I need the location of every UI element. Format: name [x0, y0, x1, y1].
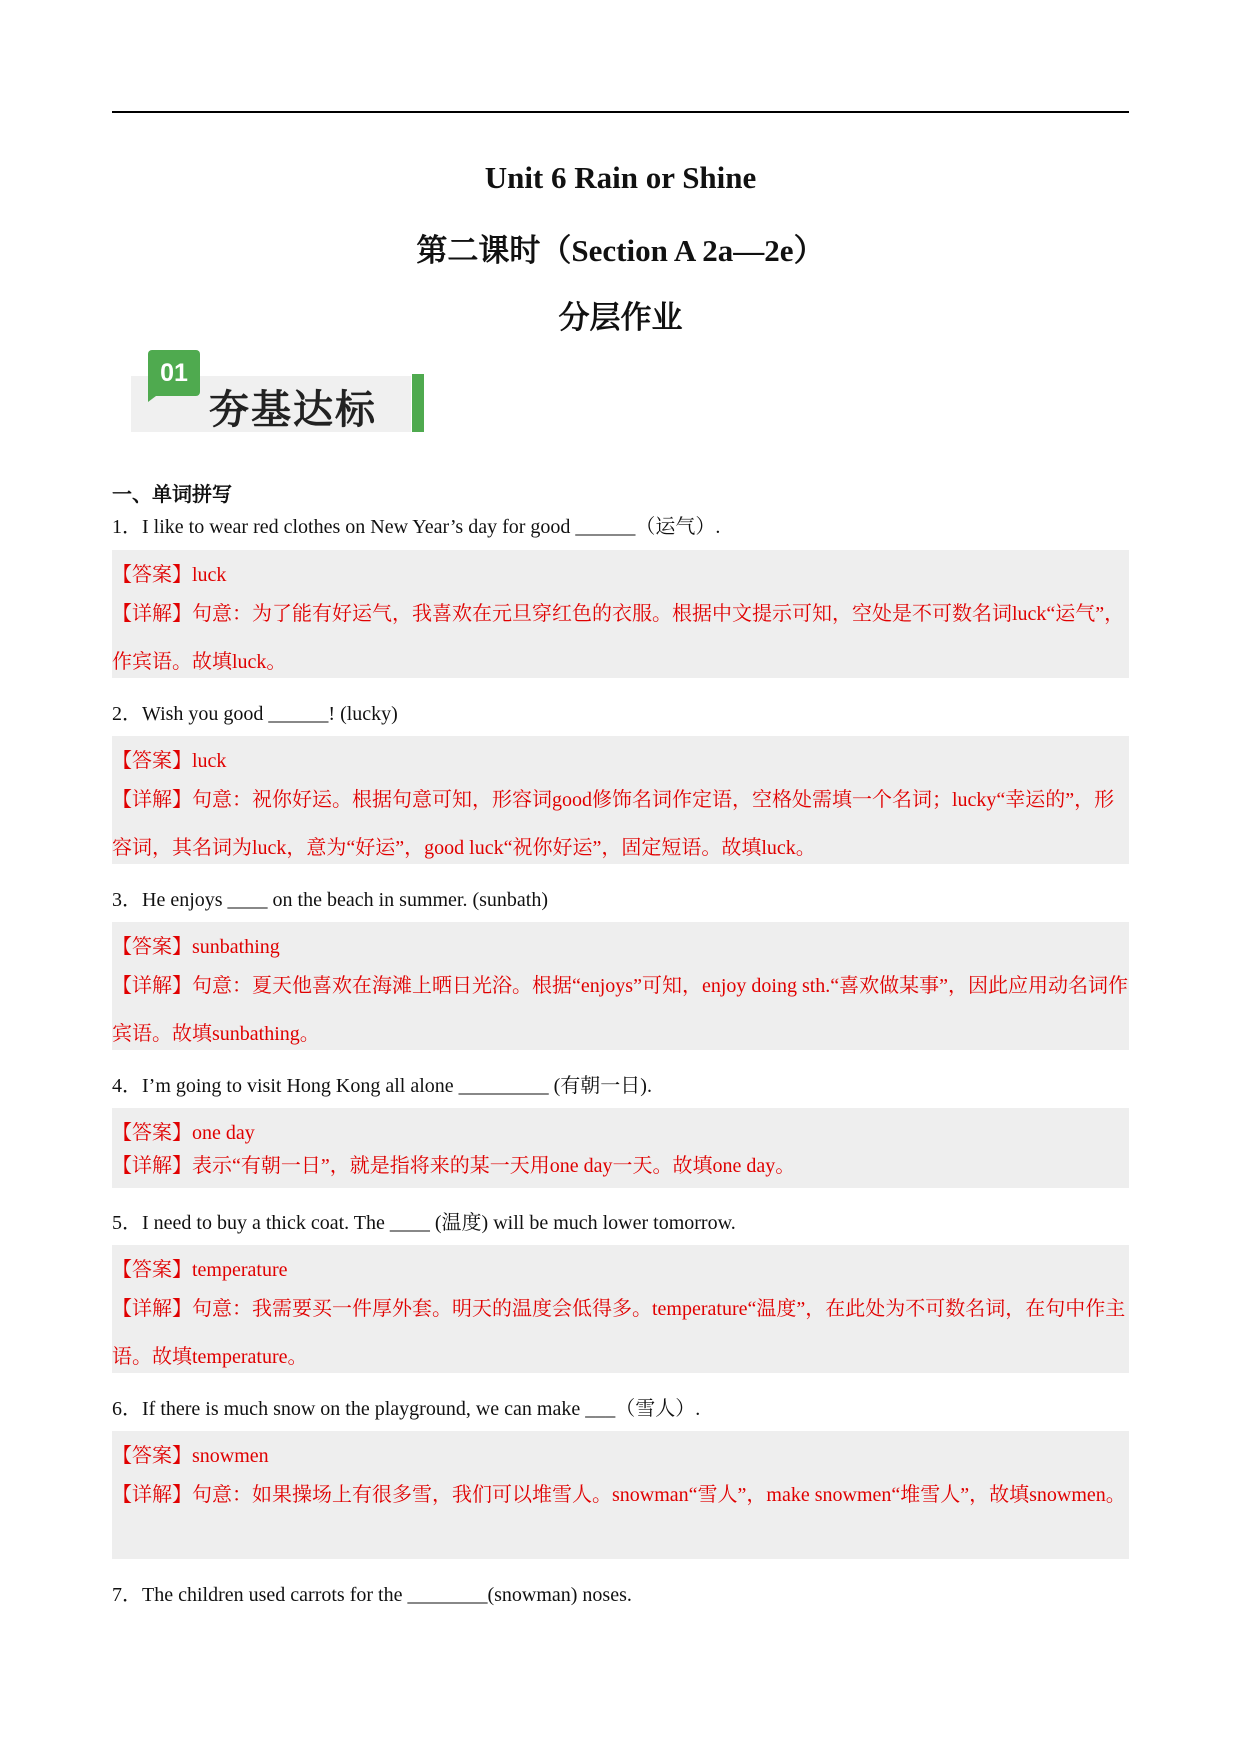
question-2: 2．Wish you good ______! (lucky) — [112, 703, 398, 725]
explanation-5: 【详解】句意：我需要买一件厚外套。明天的温度会低得多。temperature“温度”，在此处为不可数名词，在句中作主语。故填temperature。 — [112, 1298, 1126, 1368]
answer-2: 【答案】luck — [112, 750, 227, 772]
answer-1: 【答案】luck — [112, 564, 227, 586]
question-7: 7．The children used carrots for the ________(snowman) noses. — [112, 1584, 632, 1606]
question-3: 3．He enjoys ____ on the beach in summer. (sunbath) — [112, 889, 549, 911]
question-6: 6．If there is much snow on the playground, we can make ___（雪人）. — [112, 1398, 701, 1420]
unit-title: Unit 6 Rain or Shine — [484, 160, 757, 195]
answer-box-5 — [112, 1245, 1129, 1373]
explanation-1: 【详解】句意：为了能有好运气，我喜欢在元旦穿红色的衣服。根据中文提示可知，空处是不可数名词luck“运气”，作宾语。故填luck。 — [112, 603, 1125, 673]
lesson-subtitle: 第二课时（Section A 2a—2e） — [416, 233, 825, 268]
answer-box-6 — [112, 1431, 1129, 1559]
answer-box-3 — [112, 922, 1129, 1050]
explanation-6: 【详解】句意：如果操场上有很多雪，我们可以堆雪人。snowman“雪人”，make snowmen“堆雪人”，故填snowmen。 — [112, 1484, 1126, 1506]
answer-box-1 — [112, 550, 1129, 678]
banner-label: 夯基达标 — [209, 387, 377, 433]
banner-accent-bar — [412, 374, 424, 432]
answer-5: 【答案】temperature — [112, 1259, 288, 1281]
answer-6: 【答案】snowmen — [112, 1445, 269, 1467]
homework-subtitle: 分层作业 — [558, 300, 683, 336]
explanation-4: 【详解】表示“有朝一日”，就是指将来的某一天用one day一天。故填one day。 — [112, 1155, 796, 1177]
section-banner — [131, 350, 423, 434]
banner-badge: 01 — [148, 350, 200, 396]
header-rule — [112, 111, 1129, 113]
explanation-2: 【详解】句意：祝你好运。根据句意可知，形容词good修饰名词作定语，空格处需填一个名词；lucky“幸运的”，形容词，其名词为luck，意为“好运”，good luck“祝你好运”，固定短语。故填luck。 — [112, 789, 1115, 859]
answer-box-4 — [112, 1108, 1129, 1188]
answer-3: 【答案】sunbathing — [112, 936, 280, 958]
section-heading: 一、单词拼写 — [112, 482, 232, 506]
explanation-3: 【详解】句意：夏天他喜欢在海滩上晒日光浴。根据“enjoys”可知，enjoy doing sth.“喜欢做某事”，因此应用动名词作宾语。故填sunbathing。 — [112, 975, 1129, 1045]
question-5: 5．I need to buy a thick coat. The ____ (温度) will be much lower tomorrow. — [112, 1212, 736, 1234]
question-4: 4．I’m going to visit Hong Kong all alone _________ (有朝一日). — [112, 1075, 652, 1097]
answer-4: 【答案】one day — [112, 1122, 255, 1144]
question-1: 1．I like to wear red clothes on New Year’s day for good ______（运气）. — [112, 516, 721, 538]
answer-box-2 — [112, 736, 1129, 864]
